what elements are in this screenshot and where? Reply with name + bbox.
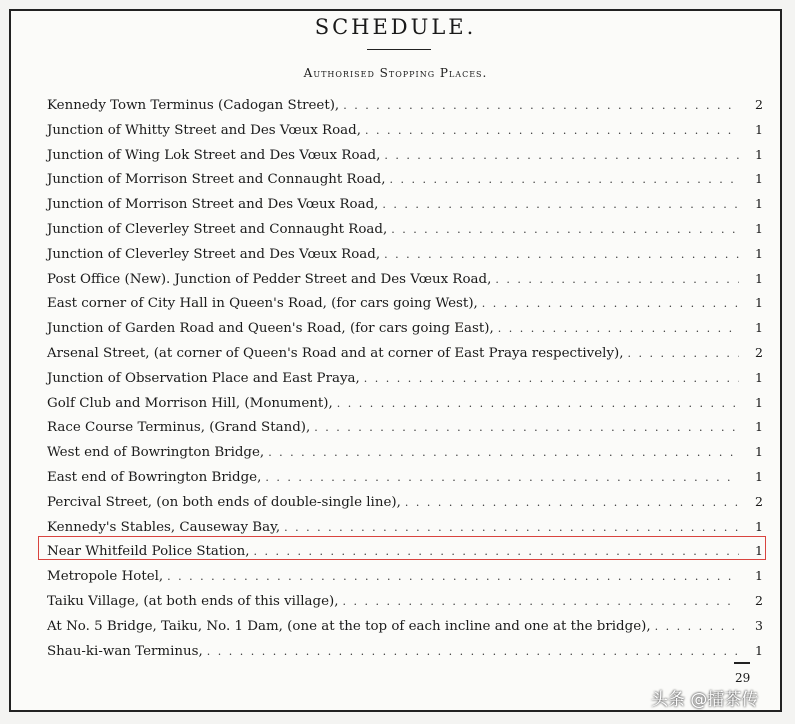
page-subtitle: Authorised Stopping Places. bbox=[303, 66, 488, 80]
entry-label: East corner of City Hall in Queen's Road, (for cars going West), bbox=[47, 296, 478, 312]
leader-dots bbox=[482, 292, 739, 317]
list-item bbox=[47, 366, 763, 391]
list-item bbox=[47, 291, 763, 316]
highlight-box bbox=[38, 536, 766, 560]
entry-count: 1 bbox=[755, 171, 763, 187]
entry-label: Percival Street, (on both ends of double-single line), bbox=[47, 494, 401, 510]
leader-dots bbox=[405, 491, 739, 516]
entry-label: West end of Bowrington Bridge, bbox=[47, 445, 265, 461]
entry-label: Metropole Hotel, bbox=[47, 569, 164, 585]
list-item bbox=[47, 267, 763, 292]
list-item bbox=[47, 217, 763, 242]
list-item bbox=[47, 167, 763, 192]
list-item bbox=[47, 465, 763, 490]
list-item bbox=[47, 118, 763, 143]
entry-count: 1 bbox=[755, 146, 763, 162]
leader-dots bbox=[495, 268, 739, 293]
list-item bbox=[47, 341, 763, 366]
leader-dots bbox=[391, 218, 739, 243]
entry-label: Kennedy's Stables, Causeway Bay, bbox=[47, 519, 281, 535]
leader-dots bbox=[384, 243, 739, 268]
list-item bbox=[47, 415, 763, 440]
leader-dots bbox=[167, 565, 739, 590]
entry-count: 1 bbox=[755, 518, 763, 534]
entry-label: Junction of Cleverley Street and Des Vœux Road, bbox=[47, 246, 381, 262]
list-item bbox=[47, 639, 763, 664]
entry-label: Golf Club and Morrison Hill, (Monument), bbox=[47, 395, 333, 411]
entry-label: Kennedy Town Terminus (Cadogan Street), bbox=[47, 98, 340, 113]
leader-dots bbox=[342, 590, 739, 615]
entry-label: At No. 5 Bridge, Taiku, No. 1 Dam, (one at the top of each incline and one at the bridge), bbox=[47, 618, 651, 634]
list-item bbox=[47, 391, 763, 416]
entry-label: Junction of Cleverley Street and Connaught Road, bbox=[47, 221, 388, 237]
list-item bbox=[47, 192, 763, 217]
entry-count: 1 bbox=[755, 270, 763, 286]
entry-count: 2 bbox=[755, 344, 763, 360]
entry-count: 1 bbox=[755, 419, 763, 435]
entry-count: 2 bbox=[755, 592, 763, 608]
leader-dots bbox=[365, 119, 739, 144]
leader-dots bbox=[364, 367, 739, 392]
list-item bbox=[47, 143, 763, 168]
leader-dots bbox=[390, 168, 740, 193]
entry-count: 1 bbox=[755, 369, 763, 385]
entry-count: 1 bbox=[755, 295, 763, 311]
entry-label: Junction of Morrison Street and Connaught Road, bbox=[47, 172, 386, 188]
entry-label: Junction of Garden Road and Queen's Road, (for cars going East), bbox=[47, 321, 494, 337]
leader-dots bbox=[498, 317, 739, 342]
entry-count: 1 bbox=[755, 121, 763, 137]
list-item bbox=[47, 490, 763, 515]
entry-label: Junction of Whitty Street and Des Vœux Road, bbox=[47, 122, 361, 138]
leader-dots bbox=[384, 144, 739, 169]
entry-count: 2 bbox=[755, 97, 763, 112]
entry-label: East end of Bowrington Bridge, bbox=[47, 469, 262, 485]
leader-dots bbox=[268, 441, 739, 466]
entry-label: Race Course Terminus, (Grand Stand), bbox=[47, 420, 311, 436]
entry-label: Near Whitfeild Police Station, bbox=[47, 544, 250, 560]
total-count: 29 bbox=[735, 671, 751, 685]
entry-count: 1 bbox=[755, 394, 763, 410]
entry-count: 1 bbox=[755, 220, 763, 236]
page-title: SCHEDULE. bbox=[314, 15, 477, 39]
entry-count: 1 bbox=[755, 543, 763, 559]
entry-count: 1 bbox=[755, 320, 763, 336]
leader-dots bbox=[265, 466, 739, 491]
entry-count: 3 bbox=[755, 617, 763, 633]
list-item bbox=[47, 614, 763, 639]
document-page bbox=[9, 9, 782, 712]
entry-count: 1 bbox=[755, 468, 763, 484]
entry-count: 2 bbox=[755, 493, 763, 509]
entry-count: 1 bbox=[755, 444, 763, 460]
entry-label: Post Office (New). Junction of Pedder Street and Des Vœux Road, bbox=[47, 271, 492, 287]
list-item bbox=[47, 93, 763, 118]
entry-label: Junction of Observation Place and East Praya, bbox=[47, 370, 360, 386]
entry-count: 1 bbox=[755, 196, 763, 212]
entry-label: Arsenal Street, (at corner of Queen's Road and at corner of East Praya respectively), bbox=[47, 345, 624, 361]
leader-dots bbox=[314, 416, 739, 441]
entry-count: 1 bbox=[755, 568, 763, 584]
leader-dots bbox=[337, 392, 739, 417]
watermark: 头条 @擂茶传 bbox=[651, 690, 759, 710]
entry-label: Taiku Village, (at both ends of this village), bbox=[47, 593, 339, 609]
title-rule bbox=[367, 49, 431, 50]
entry-count: 1 bbox=[755, 642, 763, 658]
entry-count: 1 bbox=[755, 245, 763, 261]
list-item bbox=[47, 316, 763, 341]
list-item bbox=[47, 242, 763, 267]
leader-dots bbox=[343, 94, 739, 119]
leader-dots bbox=[655, 615, 739, 640]
list-item bbox=[47, 589, 763, 614]
total-rule bbox=[734, 662, 750, 664]
leader-dots bbox=[627, 342, 739, 367]
entry-label: Junction of Morrison Street and Des Vœux Road, bbox=[47, 197, 379, 213]
list-item bbox=[47, 440, 763, 465]
stopping-places-list bbox=[47, 93, 763, 663]
entry-label: Junction of Wing Lok Street and Des Vœux Road, bbox=[47, 147, 381, 163]
leader-dots bbox=[207, 640, 739, 665]
leader-dots bbox=[382, 193, 739, 218]
entry-label: Shau-ki-wan Terminus, bbox=[47, 643, 203, 659]
list-item bbox=[47, 564, 763, 589]
